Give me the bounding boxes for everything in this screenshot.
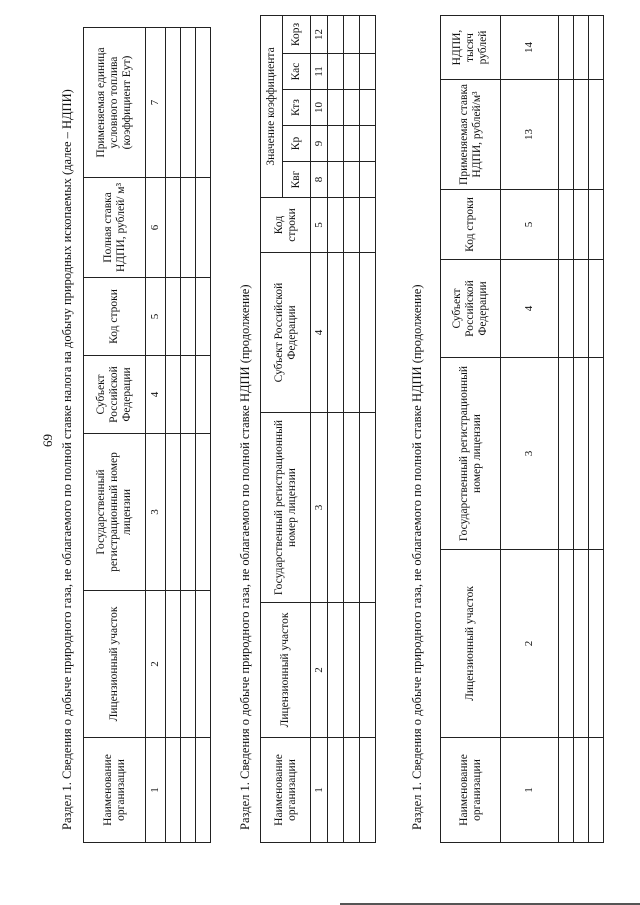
page-number: 69 — [40, 434, 55, 447]
t2-num-11: 11 — [311, 54, 328, 90]
t1-col-org: Наименование организации — [84, 738, 146, 843]
t3-num-13: 13 — [501, 80, 559, 190]
t3-col-license: Государственный регистрационный номер лицензии — [441, 358, 501, 550]
t2-col-code: Код строки — [261, 198, 311, 253]
table-row — [559, 16, 574, 843]
t1-col-site: Лицензионный участок — [84, 591, 146, 738]
table-3-number-row — [501, 16, 559, 843]
t1-col-full-rate: Полная ставка НДПИ, рублей/ м³ — [84, 178, 146, 278]
table-1 — [83, 27, 211, 843]
t2-num-3: 3 — [311, 413, 328, 603]
t2-num-1: 1 — [311, 738, 328, 843]
table-row — [196, 28, 211, 843]
t2-num-12: 12 — [311, 15, 328, 53]
t2-col-kvg: Квг — [283, 162, 311, 198]
t1-col-license: Государственный регистрационный номер лицензии — [84, 434, 146, 591]
t2-col-org: Наименование организации — [261, 738, 311, 843]
t2-num-9: 9 — [311, 126, 328, 162]
t3-num-4: 4 — [501, 260, 559, 358]
t1-num-5: 5 — [146, 278, 166, 356]
t2-num-8: 8 — [311, 162, 328, 198]
t1-col-region: Субъект Российской Федерации — [84, 356, 146, 434]
t1-num-7: 7 — [146, 28, 166, 178]
section-title-2: Раздел 1. Сведения о добыче природного газа, не облагаемого по полной ставке НДПИ (продолжение) — [238, 284, 252, 830]
t3-num-3: 3 — [501, 358, 559, 550]
table-1-header-row — [84, 28, 146, 843]
t3-col-region: Субъект Российской Федерации — [441, 260, 501, 358]
table-row — [574, 16, 589, 843]
section-title-3: Раздел 1. Сведения о добыче природного газа, не облагаемого по полной ставке НДПИ (продолжение) — [410, 284, 424, 830]
section-title-1: Раздел 1. Сведения о добыче природного газа, не облагаемого по полной ставке налога на добычу природных ископаемых (далее – НДПИ) — [60, 89, 74, 830]
t2-col-license: Государственный регистрационный номер лицензии — [261, 413, 311, 603]
t2-col-kas: Кас — [283, 54, 311, 90]
t2-num-2: 2 — [311, 603, 328, 738]
t3-col-ndpi-thousand: НДПИ, тысяч рублей — [441, 16, 501, 80]
table-3-header-row — [441, 16, 501, 843]
t1-num-1: 1 — [146, 738, 166, 843]
t3-num-2: 2 — [501, 550, 559, 738]
t1-num-4: 4 — [146, 356, 166, 434]
t2-num-5: 5 — [311, 198, 328, 253]
table-row — [181, 28, 196, 843]
t2-num-4: 4 — [311, 253, 328, 413]
t2-col-korz: Корз — [283, 15, 311, 53]
t1-num-3: 3 — [146, 434, 166, 591]
t2-col-ktz: Ктз — [283, 90, 311, 126]
table-row — [344, 15, 360, 842]
table-3 — [440, 15, 604, 843]
t2-col-kr: Кр — [283, 126, 311, 162]
t1-col-code: Код строки — [84, 278, 146, 356]
t3-col-code: Код строки — [441, 190, 501, 260]
table-row — [589, 16, 604, 843]
t2-num-10: 10 — [311, 90, 328, 126]
table-row — [360, 15, 376, 842]
table-2-number-row — [311, 15, 328, 842]
t3-num-5: 5 — [501, 190, 559, 260]
t3-col-site: Лицензионный участок — [441, 550, 501, 738]
t2-col-region: Субъект Российской Федерации — [261, 253, 311, 413]
t3-num-14: 14 — [501, 16, 559, 80]
t3-col-org: Наименование организации — [441, 738, 501, 843]
t1-num-6: 6 — [146, 178, 166, 278]
table-2 — [260, 15, 376, 843]
t1-num-2: 2 — [146, 591, 166, 738]
t2-col-site: Лицензионный участок — [261, 603, 311, 738]
t3-col-applied-rate: Применяемая ставка НДПИ, рублей/м³ — [441, 80, 501, 190]
t3-num-1: 1 — [501, 738, 559, 843]
t1-col-fuel-unit: Применяемая единица условного топлива (коэффициент Еут) — [84, 28, 146, 178]
table-row — [328, 15, 344, 842]
table-row — [166, 28, 181, 843]
table-1-number-row — [146, 28, 166, 843]
t2-col-coefficient-group: Значение коэффициента — [261, 15, 283, 197]
